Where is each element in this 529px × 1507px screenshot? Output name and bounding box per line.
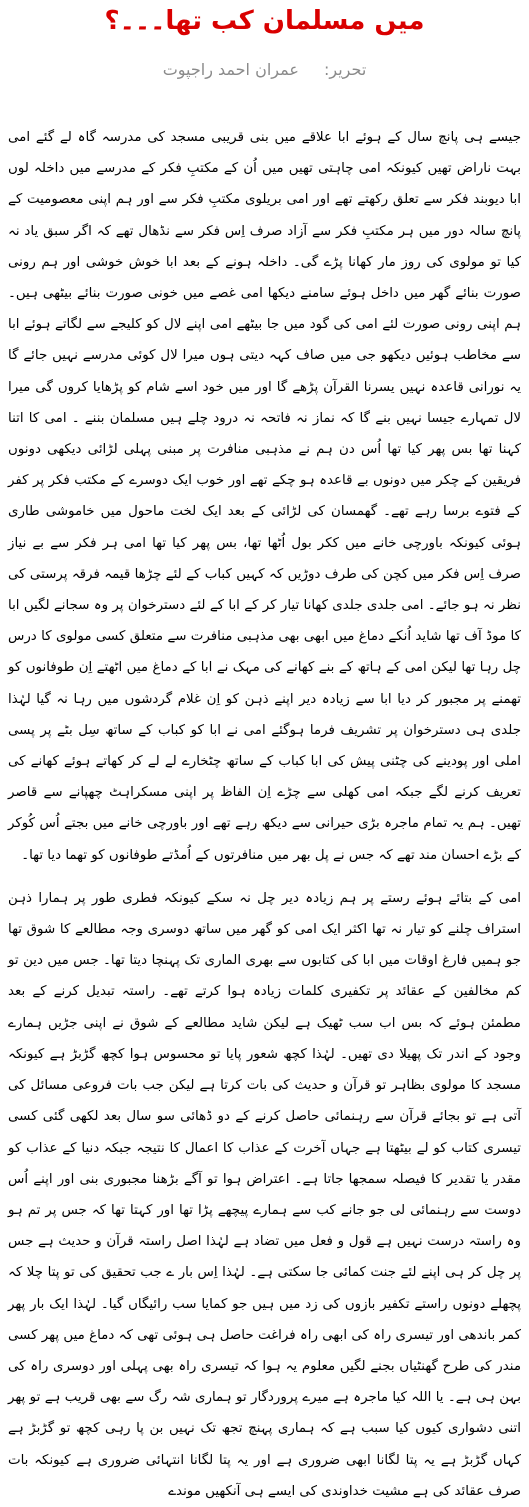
article-title: میں مسلمان کب تھا۔۔۔؟ xyxy=(104,6,425,36)
article-body xyxy=(8,122,521,1499)
author-name: عمران احمد راجپوت xyxy=(162,60,299,79)
byline xyxy=(0,60,529,79)
paragraph: امی کے بتائے ہوئے رستے پر ہم زیادہ دیر چل نہ سکے کیونکہ فطری طور پر ہمارا ذہن استراف چلنے کو تیار نہ تھا اکثر ایک امی کو گھر میں ساتھ دوسری وجہ مطالعے کا شوق تھا جو ہمیں فارغ اوقات میں ابا کی کتابوں سے بھری الماری تک پہنچا دیتا تھا۔ جس میں دین تو کم مخالفین کے عقائد پر تکفیری کلمات زیادہ ہوا کرتے تھے۔ راستہ تبدیل کرنے کے بعد مطمئن ہوئے کہ بس اب سب ٹھیک ہے لیکن شاید مطالعے کے شوق نے اپنی جڑیں ہمارے وجود کے اندر تک پھیلا دی تھیں۔ لہٰذا کچھ شعور پایا تو محسوس ہوا کچھ گڑبڑ ہے کیونکہ مسجد کا مولوی بظاہر تو قرآن و حدیث کی بات کرتا ہے لیکن جب بات فروعی مسائل کی آتی ہے تو بجائے قرآن سے رہنمائی حاصل کرنے کے دو ڈھائی سو سال بعد لکھی گئی کسی تیسری کتاب کو لے بیٹھتا ہے جہاں آخرت کے عذاب کا اعمال کا نتیجہ جبکہ دنیا کے عذاب کو مقدر یا تقدیر کا فیصلہ سمجھا جاتا ہے۔ اعتراض ہوا تو آگے بڑھنا مجبوری بنی اور اپنے اُس دوست سے رہنمائی لی جو جانے کب سے ہمارے پیچھے پڑا تھا اور کہتا تھا کہ جس پر تم ہو وہ راستہ درست نہیں ہے قول و فعل میں تضاد ہے لہٰذا اصل راستہ قرآن و حدیث ہے جس پر چل کر ہی اپنے لئے جنت کمائی جا سکتی ہے۔ لہٰذا اِس بار ے جب تحقیق کی تو پتا چلا کہ پچھلے دونوں راستے تکفیر بازوں کی زد میں ہیں جو کمایا سب رائیگاں گیا۔ لہٰذا ایک بار پھر کمر باندھی اور تیسری راہ کی ابھی راہ فراغت حاصل ہی ہوئی تھی کہ دماغ میں پھر کسی مندر کی طرح گھنٹیاں بجنے لگیں معلوم یہ ہوا کہ تیسری راہ بھی پہلی اور دوسری راہ کی بہن ہی ہے۔ یا اللہ کیا ماجرہ ہے میرے پروردگار تو ہماری شہ رگ سے بھی قریب ہے تو پھر اتنی دشواری کیوں کیا سبب ہے کہ ہماری پہنچ تجھ تک نہیں بن پا رہی کچھ تو گڑبڑ ہے کہاں گڑبڑ ہے یہ پتا لگانا ابھی ضروری ہے اور یہ پتا لگانا انتہائی ضروری ہے کیونکہ بات صرف عقائد کی ہے مشیت خداوندی کی ایسے ہی آنکھیں موندے xyxy=(8,890,521,1499)
paragraph: جیسے ہی پانچ سال کے ہوئے ابا علاقے میں بنی قریبی مسجد کی مدرسہ گاہ لے گئے امی بہت ناراض تھیں کیونکہ امی چاہتی تھیں میں اُن کے مکتبِ فکر کے مدرسے میں داخلہ لوں ابا دیوبند فکر سے تعلق رکھتے تھے اور امی بریلوی مکتبِ فکر سے اور ہم اپنی معصومیت کے پانچ سالہ دور میں ہر مکتبِ فکر سے آزاد صرف اِس فکر سے نڈھال تھے کہ اگر سبق یاد نہ کیا تو مولوی کی روز مار کھانا پڑے گی۔ داخلہ ہونے کے بعد ابا خوش خوشی اور ہم رونی صورت بنائے گھر میں داخل ہوئے سامنے دیکھا امی غصے میں خونی صورت بنائے بیٹھی ہیں۔ ہم اپنی رونی صورت لئے امی کی گود میں جا بیٹھے امی اپنے لال کو کلیجے سے لگاتے ہوئے ابا سے مخاطب ہوئیں دیکھو جی میں صاف کہہ دیتی ہوں میرا لال کوئی مدرسے نہیں جائے گا یہ نورانی قاعدہ نہیں یسرنا القرآن پڑھے گا اور میں خود اسے شام کو پڑھایا کروں گی میرا لال تمہارے جیسا نہیں بنے گا کہ نماز نہ فاتحہ نہ درود چلے ہیں مسلمان بننے ۔ امی کا اتنا کہنا تھا بس پھر کیا تھا اُس دن ہم نے مذہبی منافرت پر مبنی پہلی لڑائی دیکھی دونوں فریقین کے چکر میں دونوں بے قاعدہ ہو چکے تھے اور خوب ایک دوسرے کے مکتب فکر پر کفر کے فتوے برسا رہے تھے۔ گھمسان کی لڑائی کے بعد ایک لخت ماحول میں خاموشی طاری ہوئی کیونکہ باورچی خانے میں ککر بول اُٹھا تھا، بس پھر کیا تھا امی ہر فکر سے بے نیاز صرف اِس فکر میں کچن کی طرف دوڑیں کہ کہیں کباب کے لئے چڑھا قیمہ فرقہ پرستی کی نظر نہ ہو جائے۔ امی جلدی جلدی کھانا تیار کر کے ابا کے لئے دسترخوان پر وہ سجانے لگیں ابا کا موڈ آف تھا شاید اُنکے دماغ میں ابھی بھی مذہبی منافرت سے متعلق کسی مولوی کا درس چل رہا تھا لیکن امی کے ہاتھ کے بنے کھانے کی مہک نے ابا کے دماغ میں اٹھتے اِن طوفانوں کو تھمنے پر مجبور کر دیا ابا سے زیادہ دیر اپنے ذہن کو اِن غلام گردشوں میں رہا نہ گیا لہٰذا جلدی ہی دسترخوان پر تشریف فرما ہوگئے امی نے ابا کو کباب کے ساتھ سِل بٹے پر پسی املی اور پودینے کی چٹنی پیش کی ابا کباب کے ساتھ چٹخارے لے لے کر کھاتے ہوئے کھانے کی تعریف کرنے لگے جبکہ امی کھلی سے چڑے اِن الفاظ پر اپنی مسکراہٹ چھپانے سے قاصر تھیں۔ ہم یہ تمام ماجرہ بڑی حیرانی سے دیکھ رہے تھے اور باورچی خانے میں بجتے اُس کُوکر کے بڑے احسان مند تھے کہ جس نے پل بھر میں منافرتوں کے اُمڈتے طوفانوں کو تھما دیا تھا۔ xyxy=(8,130,521,863)
byline-label: تحریر: xyxy=(324,60,367,79)
